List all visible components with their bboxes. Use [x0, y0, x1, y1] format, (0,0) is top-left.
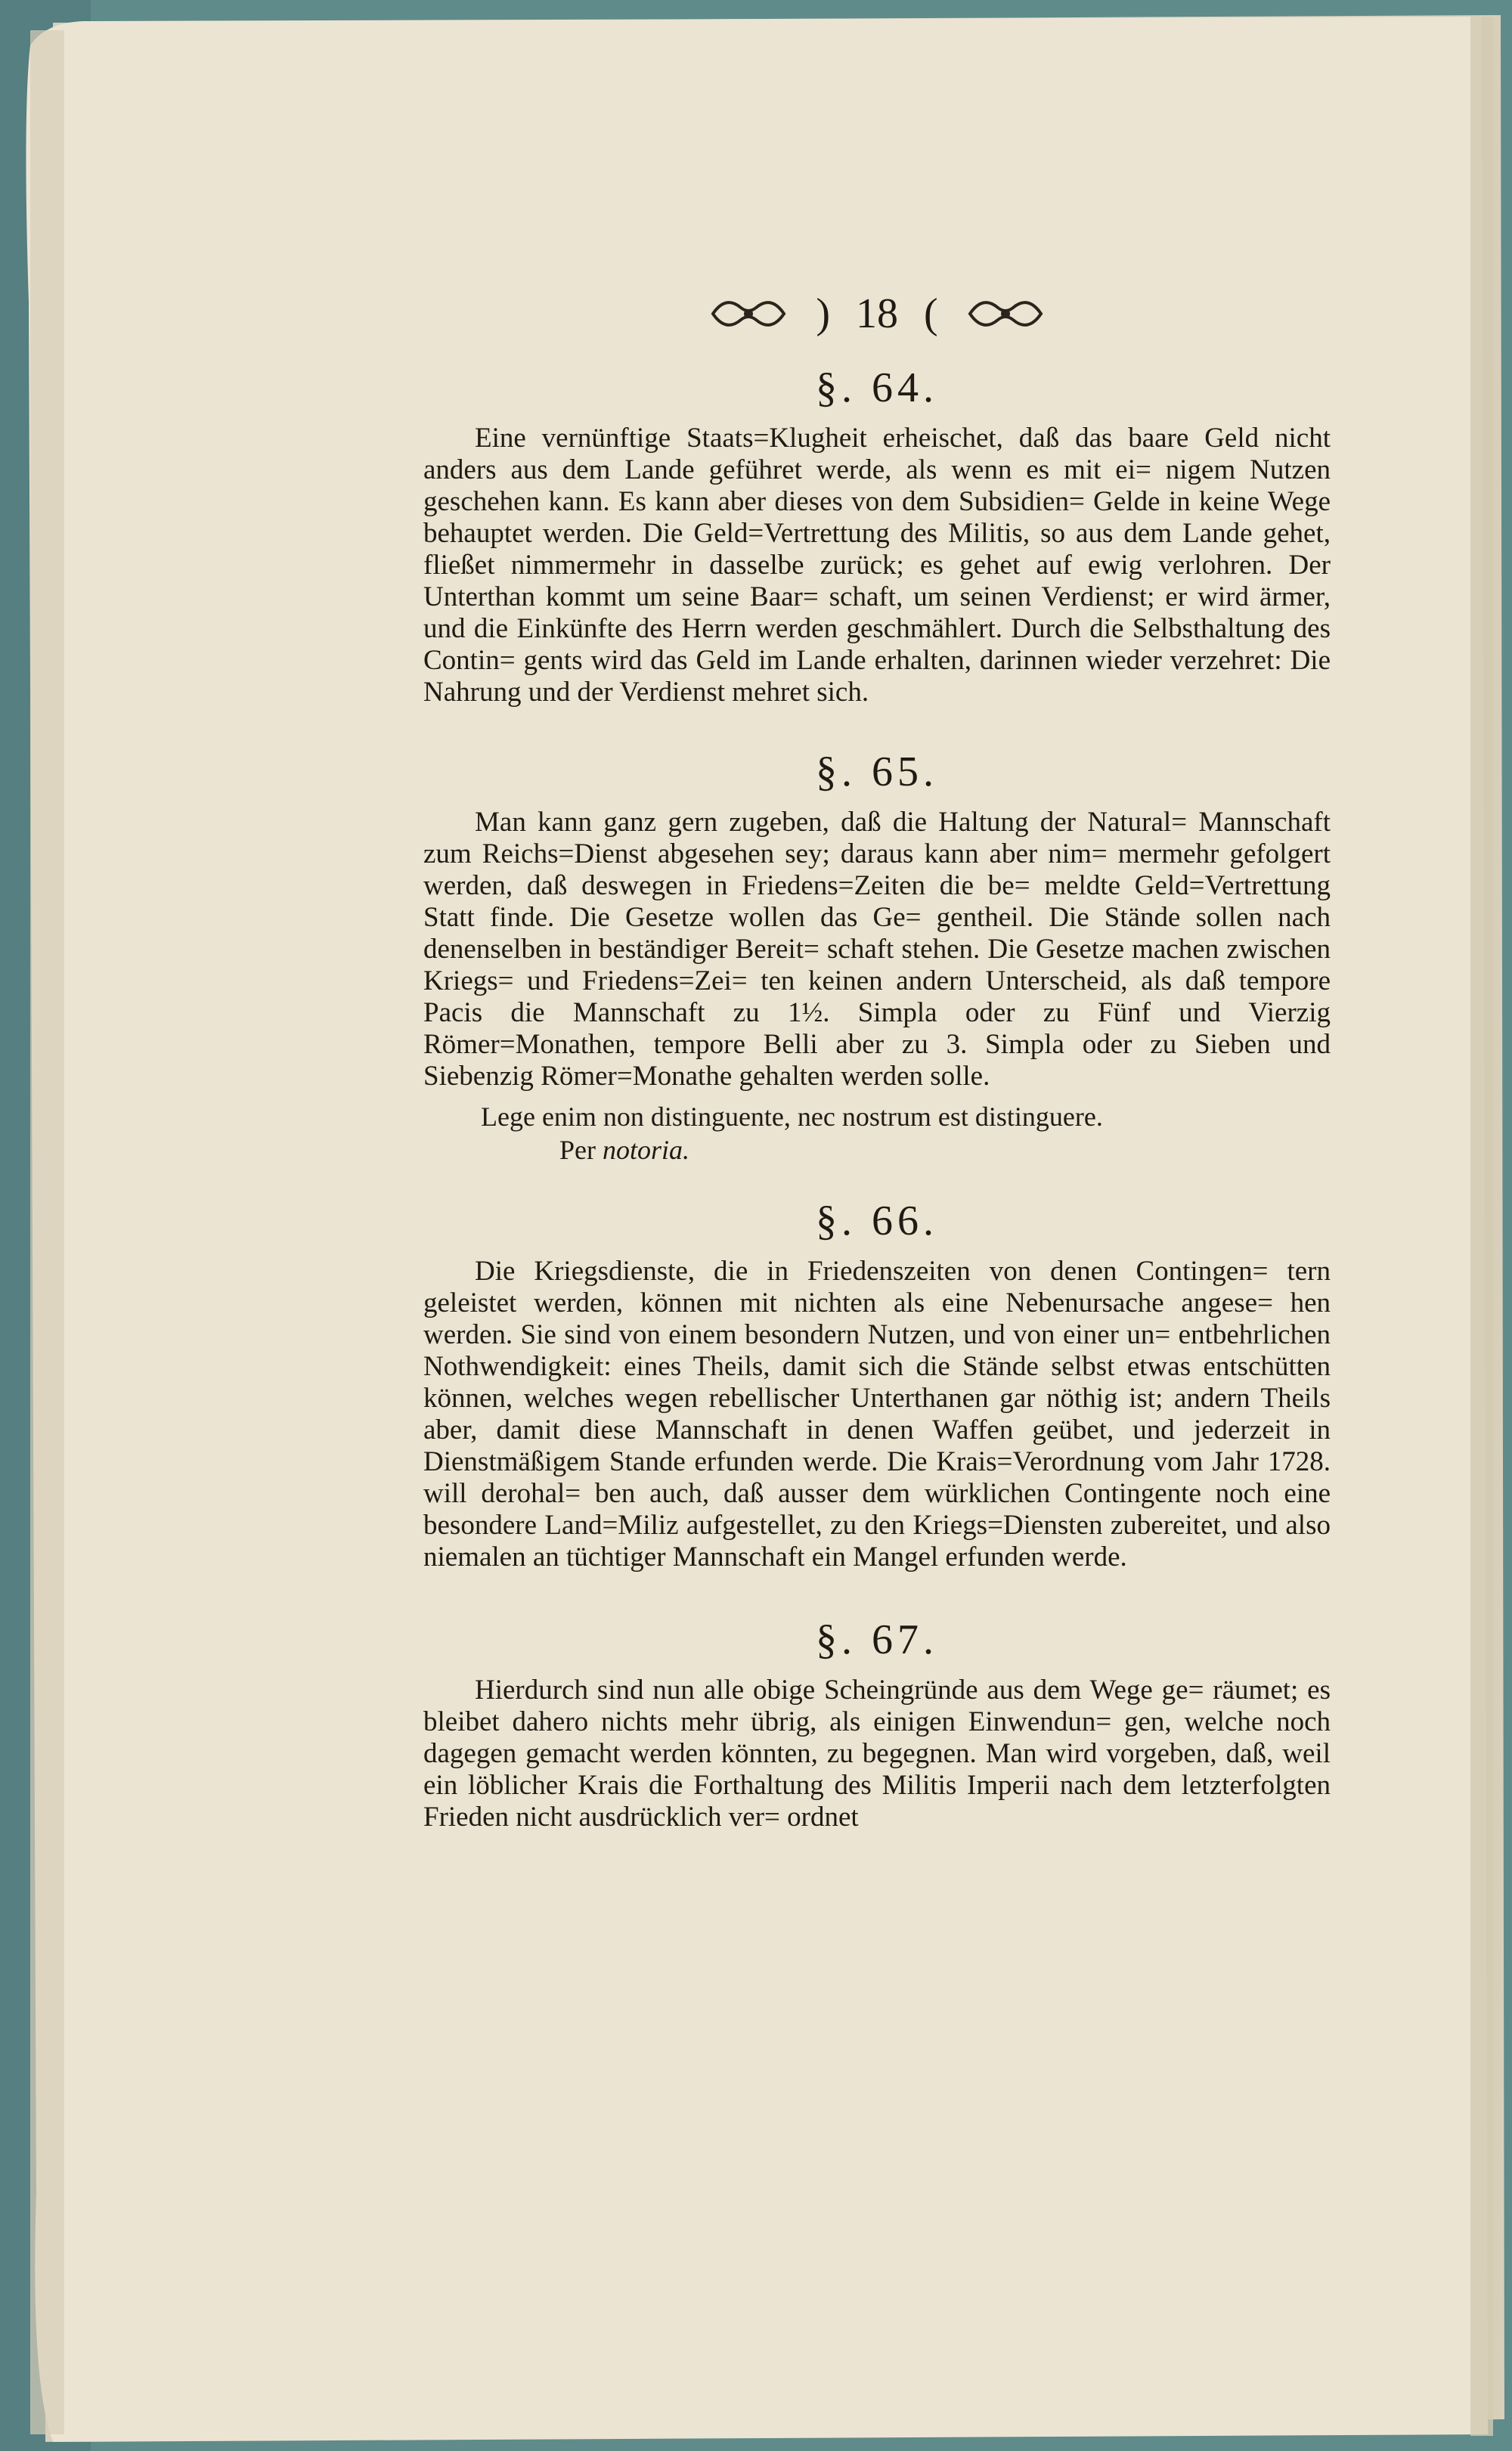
per-notoria	[559, 1133, 1331, 1167]
per-notoria-italic: notoria.	[603, 1135, 690, 1165]
section-text-66: Die Kriegsdienste, die in Friedenszeiten von denen Contingen= tern geleistet werden, können mit nichten als eine Nebenursache angese= hen werden. Sie sind von einem besondern Nutzen, und von einer un= entbehrlichen Nothwendigkeit: eines Theils, damit sich die Stände selbst etwas entschütten können, welches wegen rebellischer Unterthanen gar nöthig ist; andern Theils aber, damit diese Mannschaft in denen Waffen geübet, und jederzeit in Dienstmäßigem Stande erfunden werde. Die Krais=Verordnung vom Jahr 1728. will derohal= ben auch, daß ausser dem würklichen Contingente noch eine besondere Land=Miliz aufgestellet, zu den Kriegs=Diensten zubereitet, und also niemalen an tüchtiger Mannschaft ein Mangel erfunden werde.	[423, 1256, 1331, 1573]
latin-maxim: Lege enim non distinguente, nec nostrum est distinguere.	[481, 1102, 1103, 1132]
section-text-67: Hierdurch sind nun alle obige Scheingründe aus dem Wege ge= räumet; es bleibet dahero nichts mehr übrig, als einigen Einwendun= gen, welche noch dagegen gemacht werden könnten, zu begegnen. Man wird vorgeben, daß, weil ein löblicher Krais die Forthaltung des Militis Imperii nach dem letzterfolgten Frieden nicht ausdrücklich ver= ordnet	[423, 1675, 1331, 1833]
page-header	[423, 276, 1331, 352]
per-label: Per	[559, 1135, 596, 1165]
header-paren-right: (	[924, 290, 938, 337]
section-text-65: Man kann ganz gern zugeben, daß die Haltung der Natural= Mannschaft zum Reichs=Dienst abgesehen sey; daraus kann aber nim= mermehr gefolgert werden, daß deswegen in Friedens=Zeiten die be= meldte Geld=Vertrettung Statt finde. Die Gesetze wollen das Ge= gentheil. Die Stände sollen nach denenselben in beständiger Bereit= schaft stehen. Die Gesetze machen zwischen Kriegs= und Friedens=Zei= ten keinen andern Unterscheid, als daß tempore Pacis die Mannschaft zu 1½. Simpla oder zu Fünf und Vierzig Römer=Monathen, tempore Belli aber zu 3. Simpla oder zu Sieben und Siebenzig Römer=Monathe gehalten werden solle.	[423, 807, 1331, 1092]
ornament-left-icon	[707, 291, 790, 336]
section-text-64: Eine vernünftige Staats=Klugheit erheischet, daß das baare Geld nicht anders aus dem Lande geführet werde, als wenn es mit ei= nigem Nutzen geschehen kann. Es kann aber dieses von dem Subsidien= Gelde in keine Wege behauptet werden. Die Geld=Vertrettung des Militis, so aus dem Lande gehet, fließet nimmermehr in dasselbe zurück; es gehet auf ewig verlohren. Der Unterthan kommt um seine Baar= schaft, um seinen Verdienst; er wird ärmer, und die Einkünfte des Herrn werden geschmählert. Durch die Selbsthaltung des Contin= gents wird das Geld im Lande erhalten, darinnen wieder verzehret: Die Nahrung und der Verdienst mehret sich.	[423, 423, 1331, 708]
ornament-right-icon	[964, 291, 1047, 336]
section-heading-65: §. 65.	[816, 748, 938, 795]
section-heading-67: §. 67.	[816, 1616, 938, 1663]
page-number: 18	[856, 290, 898, 337]
page-text-block	[423, 276, 1331, 1833]
right-fold-shadow	[1470, 17, 1493, 2436]
header-paren-left: )	[816, 290, 830, 337]
section-heading-64: §. 64.	[816, 364, 938, 411]
section-heading-66: §. 66.	[816, 1198, 938, 1244]
left-edge-shadow	[30, 30, 64, 2434]
